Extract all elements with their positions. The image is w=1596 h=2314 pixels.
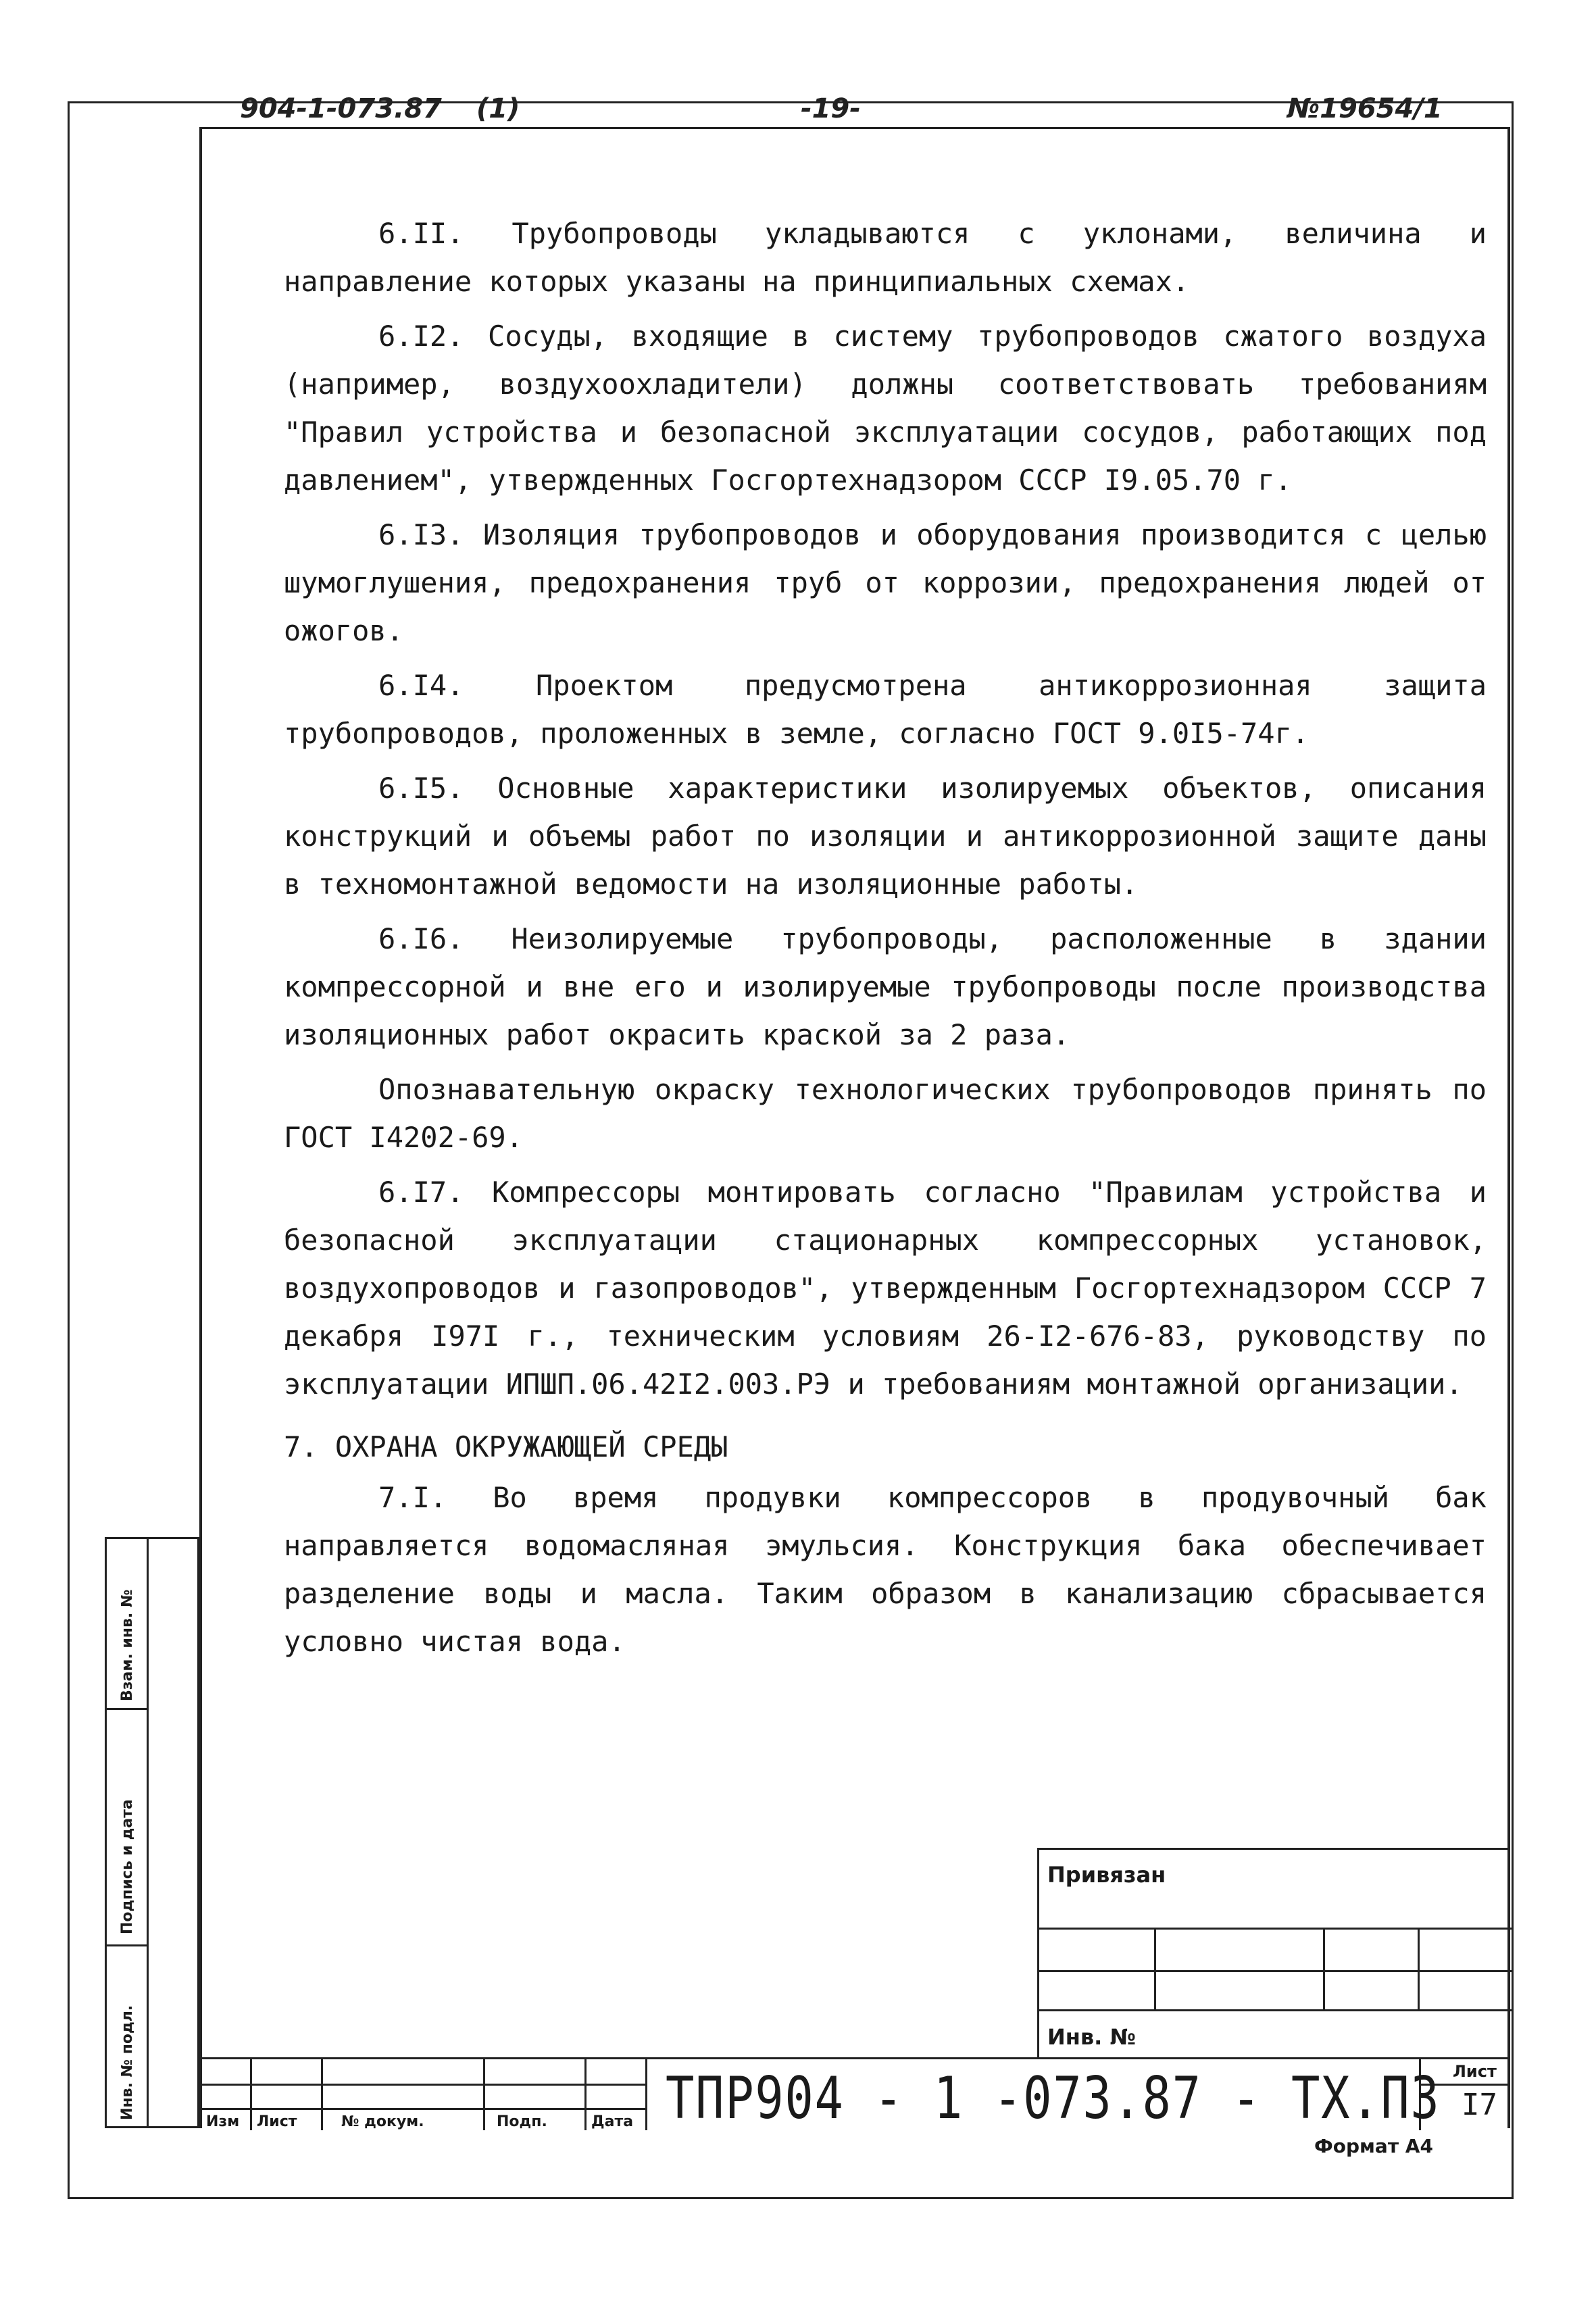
header-revision: (1) [476, 93, 520, 124]
header-archive-number: №19654/1 [1287, 93, 1443, 124]
section-title: 7. ОХРАНА ОКРУЖАЮЩЕЙ СРЕДЫ [284, 1430, 728, 1463]
col-podp: Подп. [497, 2113, 547, 2130]
side-strip-divider [107, 1944, 149, 1946]
header-page-marker: -19- [801, 93, 861, 124]
stamp-line [1323, 1928, 1325, 2009]
col-list: Лист [257, 2113, 297, 2130]
paragraph-7-1: 7.I. Во время продувки компрессоров в продувочный бак направляется водомасляная эмульсия. Конструкция бака обеспечивает разделение воды и масла. Таким образом в канализацию сбрасывается условно чистая вода. [284, 1481, 1487, 1658]
side-strip-divider [107, 1708, 149, 1710]
sheet-number: I7 [1462, 2088, 1497, 2122]
sheet-label: Лист [1453, 2062, 1497, 2081]
label-vzam-inv: Взам. инв. № [119, 1589, 136, 1701]
paragraph-6-16: 6.I6. Неизолируемые трубопроводы, расположенные в здании компрессорной и вне его и изолируемые трубопроводы после производства изоляционных работ окрасить краской за 2 раза. [284, 922, 1487, 1051]
title-block-line [584, 2059, 587, 2130]
paragraph-6-14: 6.I4. Проектом предусмотрена антикоррозионная защита трубопроводов, проложенных в земле, согласно ГОСТ 9.0I5-74г. [284, 669, 1487, 750]
binding-stamp [1037, 1848, 1510, 2059]
paragraph-6-11: 6.II. Трубопроводы укладываются с уклонами, величина и направление которых указаны на принципиальных схемах. [284, 217, 1487, 298]
paragraph-6-12: 6.I2. Сосуды, входящие в систему трубопроводов сжатого воздуха (например, воздухоохладители) должны соответствовать требованиям "Правил устройства и безопасной эксплуатации сосудов, работающих под давлением", утвержденных Госгортехнадзором СССР I9.05.70 г. [284, 320, 1487, 497]
col-data: Дата [591, 2113, 634, 2130]
label-inv-orig: Инв. № подл. [119, 2005, 136, 2120]
paragraph-6-13: 6.I3. Изоляция трубопроводов и оборудования производится с целью шумоглушения, предохранения труб от коррозии, предохранения людей от ожогов. [284, 518, 1487, 647]
col-doc: № докум. [341, 2113, 424, 2130]
paragraph-6-17: 6.I7. Компрессоры монтировать согласно "Правилам устройства и безопасной эксплуатации стационарных компрессорных установок, воздухопроводов и газопроводов", утвержденным Госгортехнадзором СССР 7 декабря I97I г., техническим условиям 26-I2-676-83, руководству по эксплуатации ИПШП.06.42I2.003.РЭ и требованиям монтажной организации. [284, 1176, 1487, 1401]
paragraph-6-15: 6.I5. Основные характеристики изолируемых объектов, описания конструкций и объемы работ по изоляции и антикоррозионной защите даны в техномонтажной ведомости на изоляционные работы. [284, 772, 1487, 901]
title-block-line [483, 2059, 485, 2130]
stamp-line [1039, 1970, 1512, 1972]
title-block-line [321, 2059, 323, 2130]
document-designation: ТПР904 - 1 -073.87 - ТХ.ПЗ [666, 2065, 1441, 2132]
stamp-line [1039, 1928, 1512, 1930]
title-block-line [199, 2108, 645, 2110]
stamp-line [1039, 2009, 1512, 2011]
format-label: Формат А4 [1314, 2135, 1433, 2157]
stamp-line [1418, 1928, 1420, 2009]
col-izm: Изм [206, 2113, 240, 2130]
stamp-title: Привязан [1047, 1862, 1166, 1888]
title-block-line [645, 2059, 647, 2130]
side-strip [105, 1537, 199, 2128]
stamp-line [1154, 1928, 1156, 2009]
document-body [284, 209, 1487, 1672]
title-block-line [199, 2084, 645, 2086]
title-block [199, 2057, 1510, 2132]
paragraph-marking: Опознавательную окраску технологических трубопроводов принять по ГОСТ I4202-69. [284, 1073, 1487, 1154]
label-sign-date: Подпись и дата [119, 1799, 136, 1934]
header-doc-number: 904-1-073.87 [240, 93, 442, 124]
header-rule [199, 127, 1510, 129]
stamp-inv-label: Инв. № [1047, 2024, 1136, 2050]
title-block-line [250, 2059, 252, 2130]
